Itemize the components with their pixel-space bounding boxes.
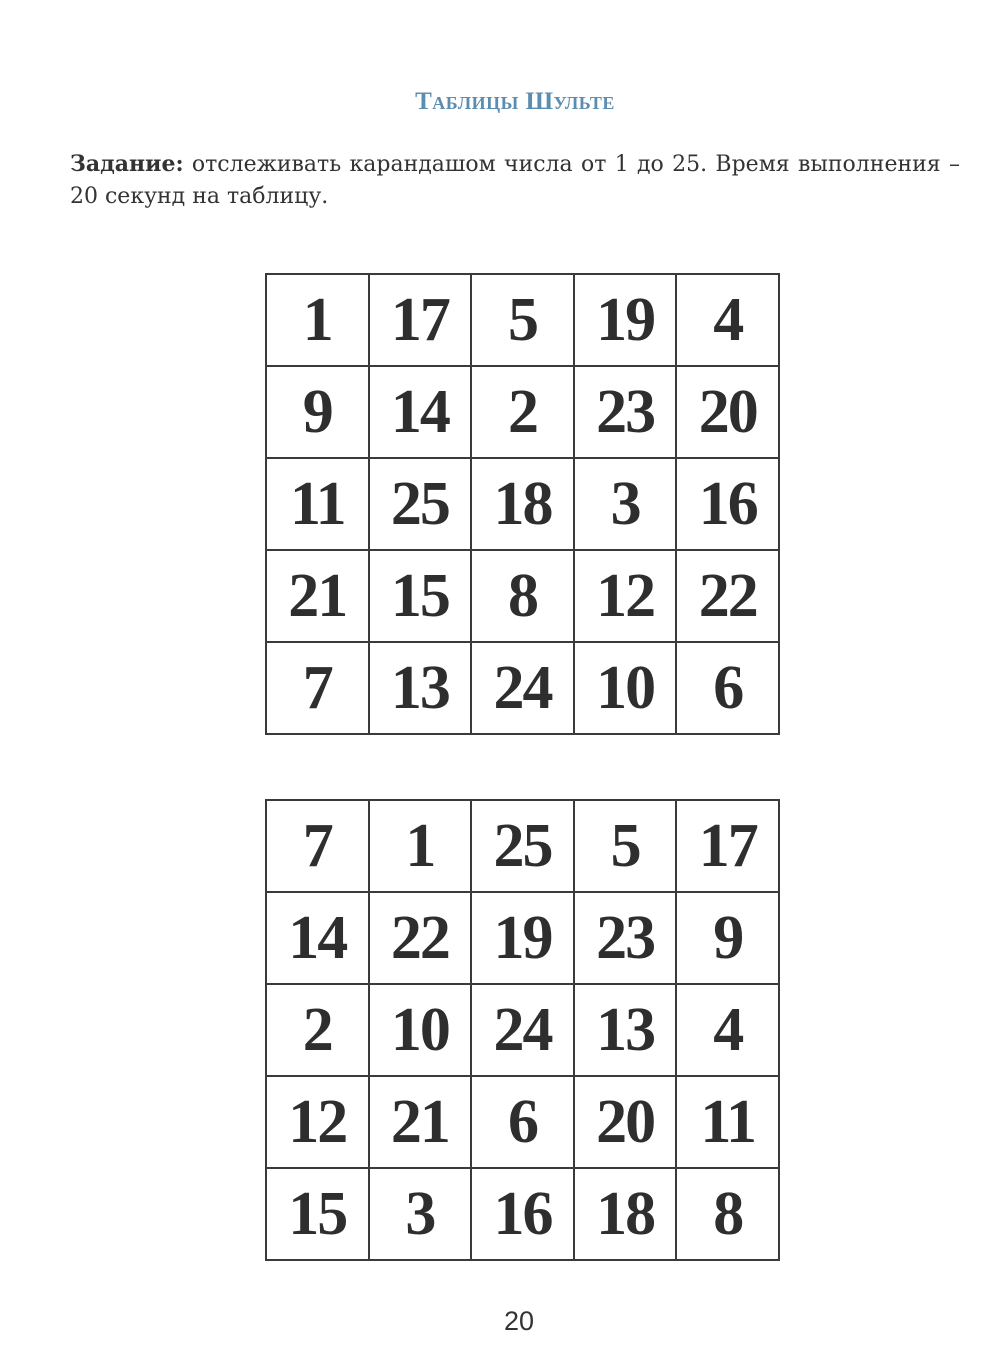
table-cell: 3 [574, 458, 677, 550]
table-cell: 16 [471, 1168, 574, 1260]
table-cell: 2 [266, 984, 369, 1076]
table-row [266, 800, 779, 892]
table-cell: 4 [676, 984, 779, 1076]
table-row [266, 274, 779, 366]
table-row [266, 550, 779, 642]
table-cell: 22 [676, 550, 779, 642]
table-cell: 23 [574, 366, 677, 458]
page-number: 20 [503, 1306, 535, 1336]
table-cell: 10 [369, 984, 472, 1076]
table-cell: 14 [266, 892, 369, 984]
table-cell: 1 [369, 800, 472, 892]
table-cell: 24 [471, 984, 574, 1076]
table-cell: 20 [574, 1076, 677, 1168]
table-cell: 8 [471, 550, 574, 642]
table-cell: 15 [266, 1168, 369, 1260]
schulte-table-1 [265, 273, 780, 735]
table-cell: 14 [369, 366, 472, 458]
table-cell: 24 [471, 642, 574, 734]
task-text: отслеживать карандашом числа от 1 до 25. Время выполнения – 20 секунд на таблицу. [70, 152, 960, 209]
table-cell: 21 [369, 1076, 472, 1168]
table-cell: 18 [574, 1168, 677, 1260]
table-cell: 16 [676, 458, 779, 550]
table-cell: 19 [574, 274, 677, 366]
table-cell: 10 [574, 642, 677, 734]
table-cell: 17 [676, 800, 779, 892]
table-cell: 13 [574, 984, 677, 1076]
table-cell: 25 [369, 458, 472, 550]
page-title: Таблицы Шульте [415, 88, 615, 115]
table-cell: 12 [266, 1076, 369, 1168]
table-row [266, 366, 779, 458]
table-row [266, 1076, 779, 1168]
table-cell: 22 [369, 892, 472, 984]
table-cell: 15 [369, 550, 472, 642]
table-cell: 5 [471, 274, 574, 366]
table-cell: 12 [574, 550, 677, 642]
table-cell: 20 [676, 366, 779, 458]
table-cell: 23 [574, 892, 677, 984]
task-instructions [70, 148, 960, 213]
table-cell: 17 [369, 274, 472, 366]
table-cell: 1 [266, 274, 369, 366]
table-cell: 11 [676, 1076, 779, 1168]
table-cell: 5 [574, 800, 677, 892]
table-cell: 25 [471, 800, 574, 892]
table-cell: 6 [676, 642, 779, 734]
table-cell: 9 [266, 366, 369, 458]
table-cell: 7 [266, 800, 369, 892]
task-label: Задание: [70, 151, 184, 177]
table-row [266, 458, 779, 550]
table-row [266, 892, 779, 984]
table-row [266, 642, 779, 734]
table-row [266, 984, 779, 1076]
table-cell: 8 [676, 1168, 779, 1260]
table-cell: 4 [676, 274, 779, 366]
table-cell: 6 [471, 1076, 574, 1168]
table-cell: 7 [266, 642, 369, 734]
schulte-table-2 [265, 799, 780, 1261]
table-cell: 21 [266, 550, 369, 642]
table-cell: 13 [369, 642, 472, 734]
table-cell: 11 [266, 458, 369, 550]
table-row [266, 1168, 779, 1260]
table-cell: 9 [676, 892, 779, 984]
table-cell: 18 [471, 458, 574, 550]
table-cell: 19 [471, 892, 574, 984]
table-cell: 3 [369, 1168, 472, 1260]
table-cell: 2 [471, 366, 574, 458]
